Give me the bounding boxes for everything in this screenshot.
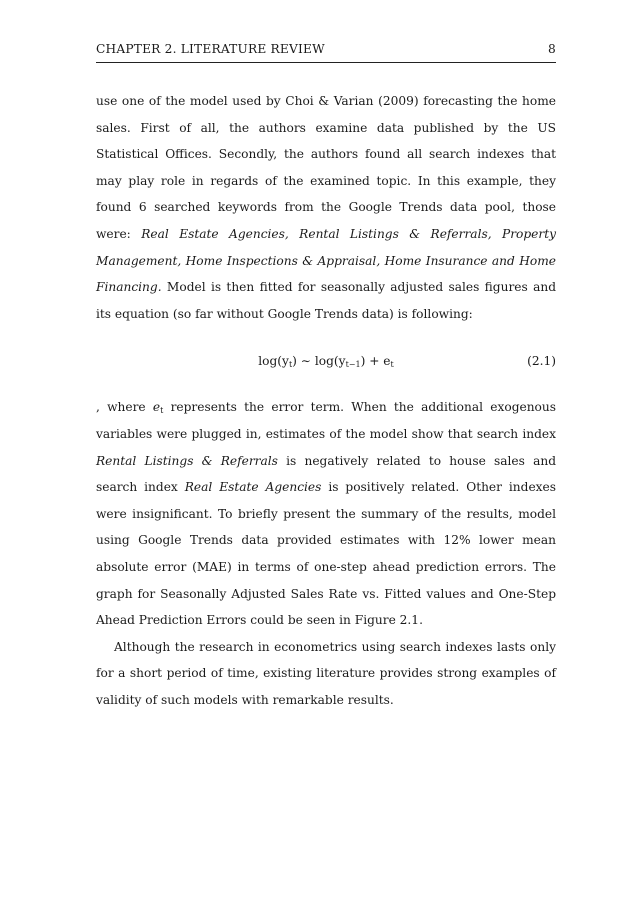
- paragraph-2: [96, 394, 556, 633]
- paragraph-2-text-a: represents the error term. When the additional exogenous variables were plugged in, estimates of the model show that search index: [96, 400, 556, 441]
- keyword-list: Real Estate Agencies, Rental Listings & Referrals, Property Management, Home Inspections & Appraisal, Home Insurance and Home Financing.: [96, 226, 556, 295]
- eq-subscript-t-minus-1: t−1: [345, 359, 361, 369]
- search-index-real-estate: Real Estate Agencies: [184, 480, 322, 495]
- chapter-title: CHAPTER 2. LITERATURE REVIEW: [96, 42, 325, 56]
- paragraph-1-continuation: Model is then fitted for seasonally adjusted sales figures and its equation (so far without Google Trends data) is following:: [96, 280, 556, 321]
- search-index-rental: Rental Listings & Referrals: [96, 453, 278, 468]
- error-variable-subscript: t: [160, 406, 164, 416]
- paragraph-2-text-b: is negatively related to house sales and search index: [96, 453, 557, 495]
- error-variable: e: [152, 400, 161, 415]
- eq-part-1: log(y: [258, 353, 289, 368]
- paragraph-3: Although the research in econometrics using search indexes lasts only for a short period of time, existing literature provides strong examples of validity of such models with remarkable results.: [96, 639, 556, 707]
- equation-2-1: [96, 327, 556, 394]
- eq-part-3: ) + e: [360, 353, 391, 368]
- paragraph-2-lead: , where: [96, 400, 153, 415]
- equation-body: [258, 348, 393, 375]
- equation-number: (2.1): [527, 353, 556, 368]
- page-number: 8: [548, 42, 556, 56]
- paragraph-2-text-c: is positively related. Other indexes were insignificant. To briefly present the summary of the results, model using Google Trends data provided estimates with 12% lower mean absolute error (MAE) in terms of one-step ahead prediction errors. The graph for Seasonally Adjusted Sales Rate vs. Fitted values and One-Step Ahead Prediction Errors could be seen in Figure 2.1.: [96, 480, 556, 628]
- eq-subscript-t-error: t: [390, 359, 394, 369]
- running-header: [96, 42, 556, 56]
- eq-subscript-t: t: [288, 359, 293, 369]
- body-text: [96, 88, 556, 713]
- eq-part-2: ) ∼ log(y: [292, 353, 346, 368]
- paragraph-1-text: use one of the model used by Choi & Varian (2009) forecasting the home sales. First of all, the authors examine data published by the US Statistical Offices. Secondly, the authors found all search indexes that may play role in regards of the examined topic. In this example, they found 6 searched keywords from the Google Trends data pool, those were:: [96, 94, 556, 241]
- paragraph-1: [96, 88, 556, 327]
- header-rule: [96, 62, 556, 63]
